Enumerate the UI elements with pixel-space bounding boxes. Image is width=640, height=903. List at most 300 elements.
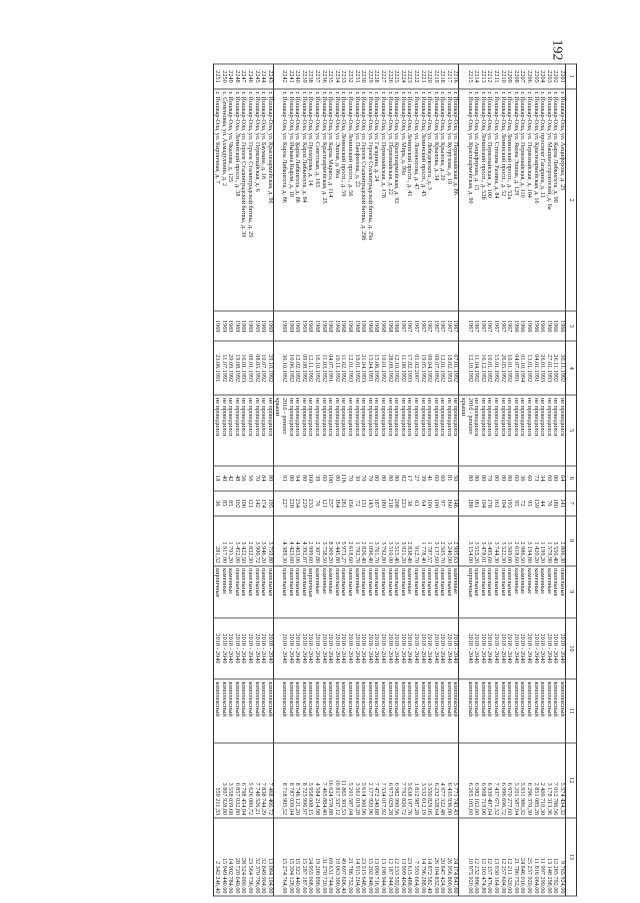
table-cell-col-11: комплексный: [287, 679, 294, 743]
table-cell-col-5: не проводился: [432, 395, 439, 465]
table-cell-col-3: 1966: [558, 311, 565, 341]
table-cell-col-9: панельные: [260, 566, 267, 618]
table-cell-col-5: не проводился: [386, 395, 393, 465]
table-cell-col-13: 24 174 841,60: [452, 818, 459, 896]
table-cell-col-11: комплексный: [253, 679, 260, 743]
table-cell-col-11: комплексный: [432, 679, 439, 743]
table-cell-col-4: 04.07.1991: [327, 341, 334, 395]
table-cell-col-2: г. Йошкар-Ола, Ленинский просп., д. 45: [419, 89, 426, 311]
table-cell-col-6: 160: [307, 466, 314, 491]
table-cell-col-9: панельные: [366, 566, 373, 618]
table-cell-col-3: 1967: [506, 311, 513, 341]
table-row: [213, 64, 220, 896]
table-cell-col-12: 6 857 032,80: [233, 743, 240, 818]
table-cell-col-5: не проводился: [532, 395, 539, 465]
column-header-1: 1: [566, 64, 577, 89]
table-cell-col-2: г. Йошкар-Ола, ул. Кирпичная, д. 7: [213, 89, 220, 311]
table-cell-col-6: 60: [525, 466, 532, 491]
table-cell-col-13: 24 955 008,00: [307, 818, 314, 896]
table-cell-col-5: не проводился: [373, 395, 380, 465]
table-cell-col-10: 2018 - 2040: [220, 618, 227, 679]
table-cell-col-3: 1968: [366, 311, 373, 341]
table-cell-col-6: 64: [558, 466, 565, 491]
table-cell-col-1: 2227: [379, 64, 386, 89]
table-cell-col-10: 2018 - 2040: [340, 618, 347, 679]
table-cell-col-8: 3 946,20: [260, 516, 267, 566]
table-cell-col-11: комплексный: [386, 679, 393, 743]
table-cell-col-8: 1 791,20: [227, 516, 234, 566]
table-cell-col-7: 139: [532, 491, 539, 516]
table-cell-col-13: 9 765 924,00: [558, 818, 565, 896]
table-cell-col-11: комплексный: [519, 679, 526, 743]
table-row: [512, 64, 519, 896]
table-cell-col-9: панельные: [479, 566, 486, 618]
table-cell-col-8: 8 369,20: [327, 516, 334, 566]
table-cell-col-5: не проводился: [333, 395, 340, 465]
table-cell-col-2: г. Йошкар-Ола, ул. Карла Маркса, д. 114: [327, 89, 334, 311]
table-cell-col-5: не проводился: [479, 395, 486, 465]
table-cell-col-7: 131: [360, 491, 367, 516]
table-cell-col-1: 2209: [506, 64, 513, 89]
table-cell-col-10: 2018 - 2040: [492, 618, 499, 679]
table-cell-col-6: 36: [519, 466, 526, 491]
table-cell-col-4: 18.02.1993: [445, 341, 452, 395]
table-cell-col-8: 2 826,40: [360, 516, 367, 566]
table-row: [379, 64, 386, 896]
table-cell-col-4: 12.10.1992: [466, 341, 473, 395]
table-cell-col-7: 142: [253, 491, 260, 516]
table-cell-col-11: комплексный: [466, 679, 473, 743]
table-cell-col-13: 2 342 246,40: [213, 818, 220, 896]
table-cell-col-4: 23.06.1991: [213, 341, 220, 395]
table-cell-col-13: 15 202 848,00: [366, 818, 373, 896]
table-cell-col-12: 7 838 744,29: [260, 743, 267, 818]
table-cell-col-6: 94: [294, 466, 301, 491]
table-row: [280, 64, 287, 896]
table-cell-col-7: 36: [213, 491, 220, 516]
column-header-10: 10: [566, 618, 577, 679]
table-cell-col-13: 25 237 920,00: [525, 818, 532, 896]
table-cell-col-11: комплексный: [240, 679, 247, 743]
table-cell-col-8: 1 917,00: [220, 516, 227, 566]
table-cell-col-9: панельные: [492, 566, 499, 618]
table-cell-col-3: 1966: [539, 311, 546, 341]
table-cell-col-6: 17: [406, 466, 413, 491]
table-cell-col-8: 2 505,70: [439, 516, 446, 566]
table-cell-col-4: 12.10.1992: [393, 341, 400, 395]
table-cell-col-9: панельные: [473, 566, 480, 618]
table-cell-col-11: комплексный: [346, 679, 353, 743]
table-cell-col-1: 2203: [545, 64, 552, 89]
table-cell-col-5: не проводился: [545, 395, 552, 465]
table-cell-col-1: 2230: [360, 64, 367, 89]
table-cell-col-9: кирпичные: [466, 566, 473, 618]
table-cell-col-5: не проводился: [539, 395, 546, 465]
table-cell-col-10: 2018 - 2040: [512, 618, 519, 679]
table-cell-col-9: каменные: [539, 566, 546, 618]
table-cell-col-2: г. Йошкар-Ола, ул. Первомайская, д. 6: [253, 89, 260, 311]
table-cell-col-7: 95: [525, 491, 532, 516]
table-cell-col-12: 6 982 162,00: [473, 743, 480, 818]
table-row: [273, 64, 280, 896]
table-cell-col-8: [273, 516, 280, 566]
table-cell-col-2: [459, 89, 466, 311]
table-cell-col-12: 6 939 487,04: [486, 743, 493, 818]
table-cell-col-10: 2018 - 2040: [287, 618, 294, 679]
table-cell-col-10: 2018 - 2040: [486, 618, 493, 679]
table-cell-col-12: 3 558 039,68: [227, 743, 234, 818]
table-cell-col-11: комплексный: [558, 679, 565, 743]
table-cell-col-1: 2223: [406, 64, 413, 89]
table-cell-col-11: комплексный: [360, 679, 367, 743]
table-cell-col-5: не проводился: [486, 395, 493, 465]
table-cell-col-7: 234: [294, 491, 301, 516]
table-cell-col-8: 3 550,40: [552, 516, 559, 566]
table-cell-col-8: 3 478,01: [479, 516, 486, 566]
table-cell-col-1: 2229: [366, 64, 373, 89]
table-cell-col-5: не проводился: [340, 395, 347, 465]
table-cell-col-4: 26.11.1992: [552, 341, 559, 395]
table-cell-col-2: г. Йошкар-Ола, ул. Баумана, д. 18: [260, 89, 267, 311]
table-cell-col-8: 3 515,20: [473, 516, 480, 566]
table-row: [545, 64, 552, 896]
table-cell-col-11: комплексный: [479, 679, 486, 743]
table-cell-col-1: 2224: [399, 64, 406, 89]
table-cell-col-11: комплексный: [419, 679, 426, 743]
table-cell-col-8: 3 422,50: [240, 516, 247, 566]
table-cell-col-10: 2018 - 2040: [213, 618, 220, 679]
table-cell-col-13: 28 524 000,00: [240, 818, 247, 896]
table-cell-col-6: 80: [386, 466, 393, 491]
table-cell-col-12: [459, 743, 466, 818]
table-cell-col-4: 08.05.1992: [253, 341, 260, 395]
table-cell-col-12: 5 201 587,04: [512, 743, 519, 818]
table-row: [532, 64, 539, 896]
table-cell-col-2: [273, 89, 280, 311]
table-row: [247, 64, 254, 896]
table-cell-col-12: 3 807 928,80: [220, 743, 227, 818]
table-cell-col-3: 1968: [360, 311, 367, 341]
table-cell-col-12: 7 792 820,72: [399, 743, 406, 818]
table-row: [266, 64, 273, 896]
table-cell-col-4: 26.05.1992: [499, 341, 506, 395]
table-cell-col-6: 80: [499, 466, 506, 491]
table-cell-col-5: не проводился: [452, 395, 459, 465]
table-cell-col-2: г. Йошкар-Ола, ул. Гагарина, д. 24: [373, 89, 380, 311]
table-cell-col-2: г. Йошкар-Ола, ул. Красноармейская, д. 25: [320, 89, 327, 311]
table-cell-col-13: [459, 818, 466, 896]
table-cell-col-5: не проводился: [307, 395, 314, 465]
table-row: [253, 64, 260, 896]
table-cell-col-12: 2 400 710,30: [539, 743, 546, 818]
table-cell-col-8: 3 495,60: [486, 516, 493, 566]
table-cell-col-1: 2251: [213, 64, 220, 89]
table-cell-col-4: 27.01.1993: [545, 341, 552, 395]
table-cell-col-13: 20 847 424,00: [439, 818, 446, 896]
table-cell-col-6: 80: [300, 466, 307, 491]
table-cell-col-10: 2018 - 2040: [346, 618, 353, 679]
table-cell-col-1: 2248: [233, 64, 240, 89]
table-cell-col-7: 72: [519, 491, 526, 516]
table-cell-col-2: г. Йошкар-Ола, ул. Крылова, д. 20: [439, 89, 446, 311]
table-cell-col-4: 11.02.1992: [340, 341, 347, 395]
table-cell-col-4: 11.08.1992: [399, 341, 406, 395]
table-cell-col-11: комплексный: [366, 679, 373, 743]
table-cell-col-5: не проводился: [439, 395, 446, 465]
table-cell-col-12: 6 908 719,06: [479, 743, 486, 818]
table-cell-col-4: 12.11.1992: [307, 341, 314, 395]
table-cell-col-12: 6 798 454,04: [240, 743, 247, 818]
table-cell-col-11: комплексный: [340, 679, 347, 743]
column-header-2: 2: [566, 89, 577, 311]
table-cell-col-11: комплексный: [294, 679, 301, 743]
table-cell-col-12: 5 958 008,15: [307, 743, 314, 818]
table-cell-col-12: 7 748 526,21: [253, 743, 260, 818]
table-cell-col-2: г. Йошкар-Ола, ул. Анциферова, д. 15: [473, 89, 480, 311]
table-cell-col-10: 2018 - 2040: [452, 618, 459, 679]
table-cell-col-3: 1967: [439, 311, 446, 341]
table-cell-col-3: 1968: [340, 311, 347, 341]
table-row: [412, 64, 419, 896]
table-cell-col-6: 100: [327, 466, 334, 491]
table-cell-col-1: 2208: [512, 64, 519, 89]
table-cell-col-4: 19.08.1992: [233, 341, 240, 395]
table-cell-col-12: 6 996 696,72: [499, 743, 506, 818]
table-cell-col-5: не проводился: [300, 395, 307, 465]
table-cell-col-10: 2018 - 2040: [532, 618, 539, 679]
table-cell-col-11: комплексный: [280, 679, 287, 743]
table-cell-col-9: панельные: [247, 566, 254, 618]
table-cell-col-1: 2205: [532, 64, 539, 89]
table-cell-col-13: 11 816 064,00: [532, 818, 539, 896]
table-row: [366, 64, 373, 896]
table-cell-col-12: 6 982 990,56: [393, 743, 400, 818]
table-cell-col-4: 10.01.1992: [353, 341, 360, 395]
table-cell-col-1: [459, 64, 466, 89]
table-cell-col-2: г. Йошкар-Ола, ул. Красноармейская, д. 96: [266, 89, 273, 311]
table-cell-col-8: 3 900,72: [253, 516, 260, 566]
table-cell-col-2: г. Йошкар-Ола, ул. Лебедевского, д. 3: [426, 89, 433, 311]
table-cell-col-3: 1967: [406, 311, 413, 341]
table-cell-col-10: 2018 - 2040: [307, 618, 314, 679]
table-cell-col-9: панельные: [393, 566, 400, 618]
table-row: [445, 64, 452, 896]
table-cell-col-6: 70: [253, 466, 260, 491]
table-cell-col-10: 2018 - 2040: [479, 618, 486, 679]
table-cell-col-4: 29.09.1992: [227, 341, 234, 395]
table-cell-col-3: 1967: [479, 311, 486, 341]
table-cell-col-11: комплексный: [412, 679, 419, 743]
table-cell-col-7: 121: [247, 491, 254, 516]
table-cell-col-6: 80: [287, 466, 294, 491]
table-cell-col-9: панельные: [294, 566, 301, 618]
table-cell-col-12: 16 624 578,88: [327, 743, 334, 818]
table-cell-col-10: 2018 - 2040: [426, 618, 433, 679]
table-cell-col-9: каменные: [353, 566, 360, 618]
table-cell-col-9: панельные: [300, 566, 307, 618]
table-cell-col-12: 6 232 528,64: [432, 743, 439, 818]
table-cell-col-11: комплексный: [266, 679, 273, 743]
table-row: [346, 64, 353, 896]
table-cell-col-9: каменные: [327, 566, 334, 618]
table-cell-col-5: не проводился: [506, 395, 513, 465]
table-cell-col-2: г. Йошкар-Ола, Ленинский просп., д. 38: [233, 89, 240, 311]
table-cell-col-13: 19 063 300,00: [333, 818, 340, 896]
table-cell-col-2: г. Йошкар-Ола, ул. Крылова, д. 34: [432, 89, 439, 311]
table-cell-col-8: 4 392,87: [300, 516, 307, 566]
table-cell-col-12: 8 787 039,04: [287, 743, 294, 818]
table-cell-col-7: 100: [426, 491, 433, 516]
table-cell-col-12: 3 550 829,05: [426, 743, 433, 818]
table-cell-col-8: 1 778,40: [419, 516, 426, 566]
table-cell-col-7: 100: [432, 491, 439, 516]
table-cell-col-5: не проводился: [260, 395, 267, 465]
table-cell-col-10: 2018 - 2040: [327, 618, 334, 679]
table-cell-col-13: 12 232 896,00: [473, 818, 480, 896]
table-cell-col-8: 1 096,40: [366, 516, 373, 566]
table-cell-col-1: 2216: [452, 64, 459, 89]
table-cell-col-1: 2221: [419, 64, 426, 89]
table-cell-col-12: 2 177 920,96: [366, 743, 373, 818]
table-cell-col-2: г. Йошкар-Ола, ул. Героев Сталинградской битвы, д. 29: [247, 89, 254, 311]
table-cell-col-7: 76: [545, 491, 552, 516]
table-cell-col-4: 10.06.1992: [287, 341, 294, 395]
table-cell-col-7: 257: [327, 491, 334, 516]
table-cell-col-7: 64: [419, 491, 426, 516]
table-cell-col-3: 1968: [379, 311, 386, 341]
table-cell-col-4: 15.06.1992: [373, 341, 380, 395]
table-cell-col-8: 2 905,63: [452, 516, 459, 566]
table-cell-col-2: г. Йошкар-Ола, ул. Прохорова, д. 14: [307, 89, 314, 311]
table-cell-col-11: комплексный: [525, 679, 532, 743]
table-cell-col-9: каменные: [519, 566, 526, 618]
table-cell-col-3: 1968: [386, 311, 393, 341]
table-cell-col-10: 2018 - 2040: [247, 618, 254, 679]
table-cell-col-6: 27: [412, 466, 419, 491]
table-cell-col-3: 1966: [545, 311, 552, 341]
table-cell-col-3: [273, 311, 280, 341]
table-cell-col-1: 2226: [386, 64, 393, 89]
table-cell-col-1: 2236: [320, 64, 327, 89]
table-cell-col-8: 3 761,70: [373, 516, 380, 566]
table-cell-col-10: 2018 - 2040: [419, 618, 426, 679]
table-cell-col-8: 1 579,90: [545, 516, 552, 566]
table-cell-col-6: 41: [426, 466, 433, 491]
table-cell-col-11: комплексный: [406, 679, 413, 743]
table-cell-col-7: 229: [300, 491, 307, 516]
table-row: [399, 64, 406, 896]
table-cell-col-6: 80: [333, 466, 340, 491]
table-cell-col-12: 3 561 019,28: [353, 743, 360, 818]
table-cell-col-2: г. Йошкар-Ола, ул. Первомайская, д. 178: [379, 89, 386, 311]
table-cell-col-13: 14 872 582,40: [426, 818, 433, 896]
table-cell-col-10: 2018 - 2040: [406, 618, 413, 679]
table-row: [466, 64, 473, 896]
table-cell-col-6: 42: [227, 466, 234, 491]
column-header-6: 6: [566, 466, 577, 491]
table-cell-col-4: 12.01.1992: [439, 341, 446, 395]
table-cell-col-3: 1968: [373, 311, 380, 341]
table-cell-col-5: не проводился: [294, 395, 301, 465]
table-cell-col-5: не проводился: [412, 395, 419, 465]
table-cell-col-11: комплексный: [353, 679, 360, 743]
table-cell-col-2: г. Йошкар-Ола, ул. Карла Либкнехта, д. 86: [280, 89, 287, 311]
table-cell-col-8: 4 403,00: [294, 516, 301, 566]
table-cell-col-13: 23 564 736,00: [247, 818, 254, 896]
table-cell-col-13: 26 956 800,00: [445, 818, 452, 896]
table-row: [558, 64, 565, 896]
table-cell-col-10: 2018 - 2040: [333, 618, 340, 679]
table-cell-col-5: не проводился: [313, 395, 320, 465]
table-cell-col-8: 3 744,30: [492, 516, 499, 566]
table-cell-col-7: 106: [240, 491, 247, 516]
table-cell-col-11: комплексный: [220, 679, 227, 743]
table-cell-col-1: 2212: [486, 64, 493, 89]
table-cell-col-9: панельные: [340, 566, 347, 618]
table-cell-col-9: [273, 566, 280, 618]
column-header-8: 8: [566, 516, 577, 566]
table-row: [313, 64, 320, 896]
table-cell-col-5: не проводился: [499, 395, 506, 465]
table-cell-col-8: 3 522,30: [499, 516, 506, 566]
table-cell-col-12: 3 532 612,19: [419, 743, 426, 818]
table-cell-col-6: 80: [373, 466, 380, 491]
table-cell-col-12: 1 812 987,28: [412, 743, 419, 818]
table-cell-col-5: не проводился: [266, 395, 273, 465]
table-cell-col-8: 3 758,50: [320, 516, 327, 566]
table-cell-col-10: 2018 - 2040: [466, 618, 473, 679]
table-cell-col-6: 60: [439, 466, 446, 491]
table-cell-col-9: каменные: [313, 566, 320, 618]
table-cell-col-2: г. Йошкар-Ола, ул. Карла Либкнехта, д. 84: [300, 89, 307, 311]
table-cell-col-6: 70: [346, 466, 353, 491]
table-cell-col-11: комплексный: [213, 679, 220, 743]
table-cell-col-6: 80: [492, 466, 499, 491]
table-cell-col-7: 72: [353, 491, 360, 516]
table-cell-col-7: 195: [266, 491, 273, 516]
register-table: [213, 64, 577, 897]
table-cell-col-5: не проводился: [287, 395, 294, 465]
table-cell-col-4: 09.04.1992: [426, 341, 433, 395]
table-cell-col-3: 1968: [307, 311, 314, 341]
table-cell-col-11: комплексный: [506, 679, 513, 743]
table-cell-col-8: 2 838,40: [406, 516, 413, 566]
table-cell-col-9: панельные: [287, 566, 294, 618]
table-cell-col-12: 559 211,33: [213, 743, 220, 818]
table-cell-col-7: 102: [233, 491, 240, 516]
table-cell-col-7: 141: [558, 491, 565, 516]
table-cell-col-3: 1969: [213, 311, 220, 341]
table-cell-col-3: 1968: [353, 311, 360, 341]
table-cell-col-6: 80: [506, 466, 513, 491]
table-cell-col-7: 164: [333, 491, 340, 516]
page-number: 192: [549, 39, 565, 61]
table-row: [287, 64, 294, 896]
table-cell-col-5: не проводился: [353, 395, 360, 465]
table-cell-col-2: г. Йошкар-Ола, ул. Ломоносова, д. 47: [412, 89, 419, 311]
table-cell-col-11: [273, 679, 280, 743]
table-cell-col-7: 160: [445, 491, 452, 516]
table-cell-col-13: 32 370 796,00: [253, 818, 260, 896]
table-cell-col-11: комплексный: [452, 679, 459, 743]
table-cell-col-12: 5 574 434,32: [558, 743, 565, 818]
table-cell-col-9: панельные: [399, 566, 406, 618]
table-cell-col-5: не проводился: [426, 395, 433, 465]
table-cell-col-13: 10 975 920,00: [466, 818, 473, 896]
table-cell-col-7: 121: [320, 491, 327, 516]
table-cell-col-1: 2235: [327, 64, 334, 89]
table-cell-col-11: комплексный: [333, 679, 340, 743]
